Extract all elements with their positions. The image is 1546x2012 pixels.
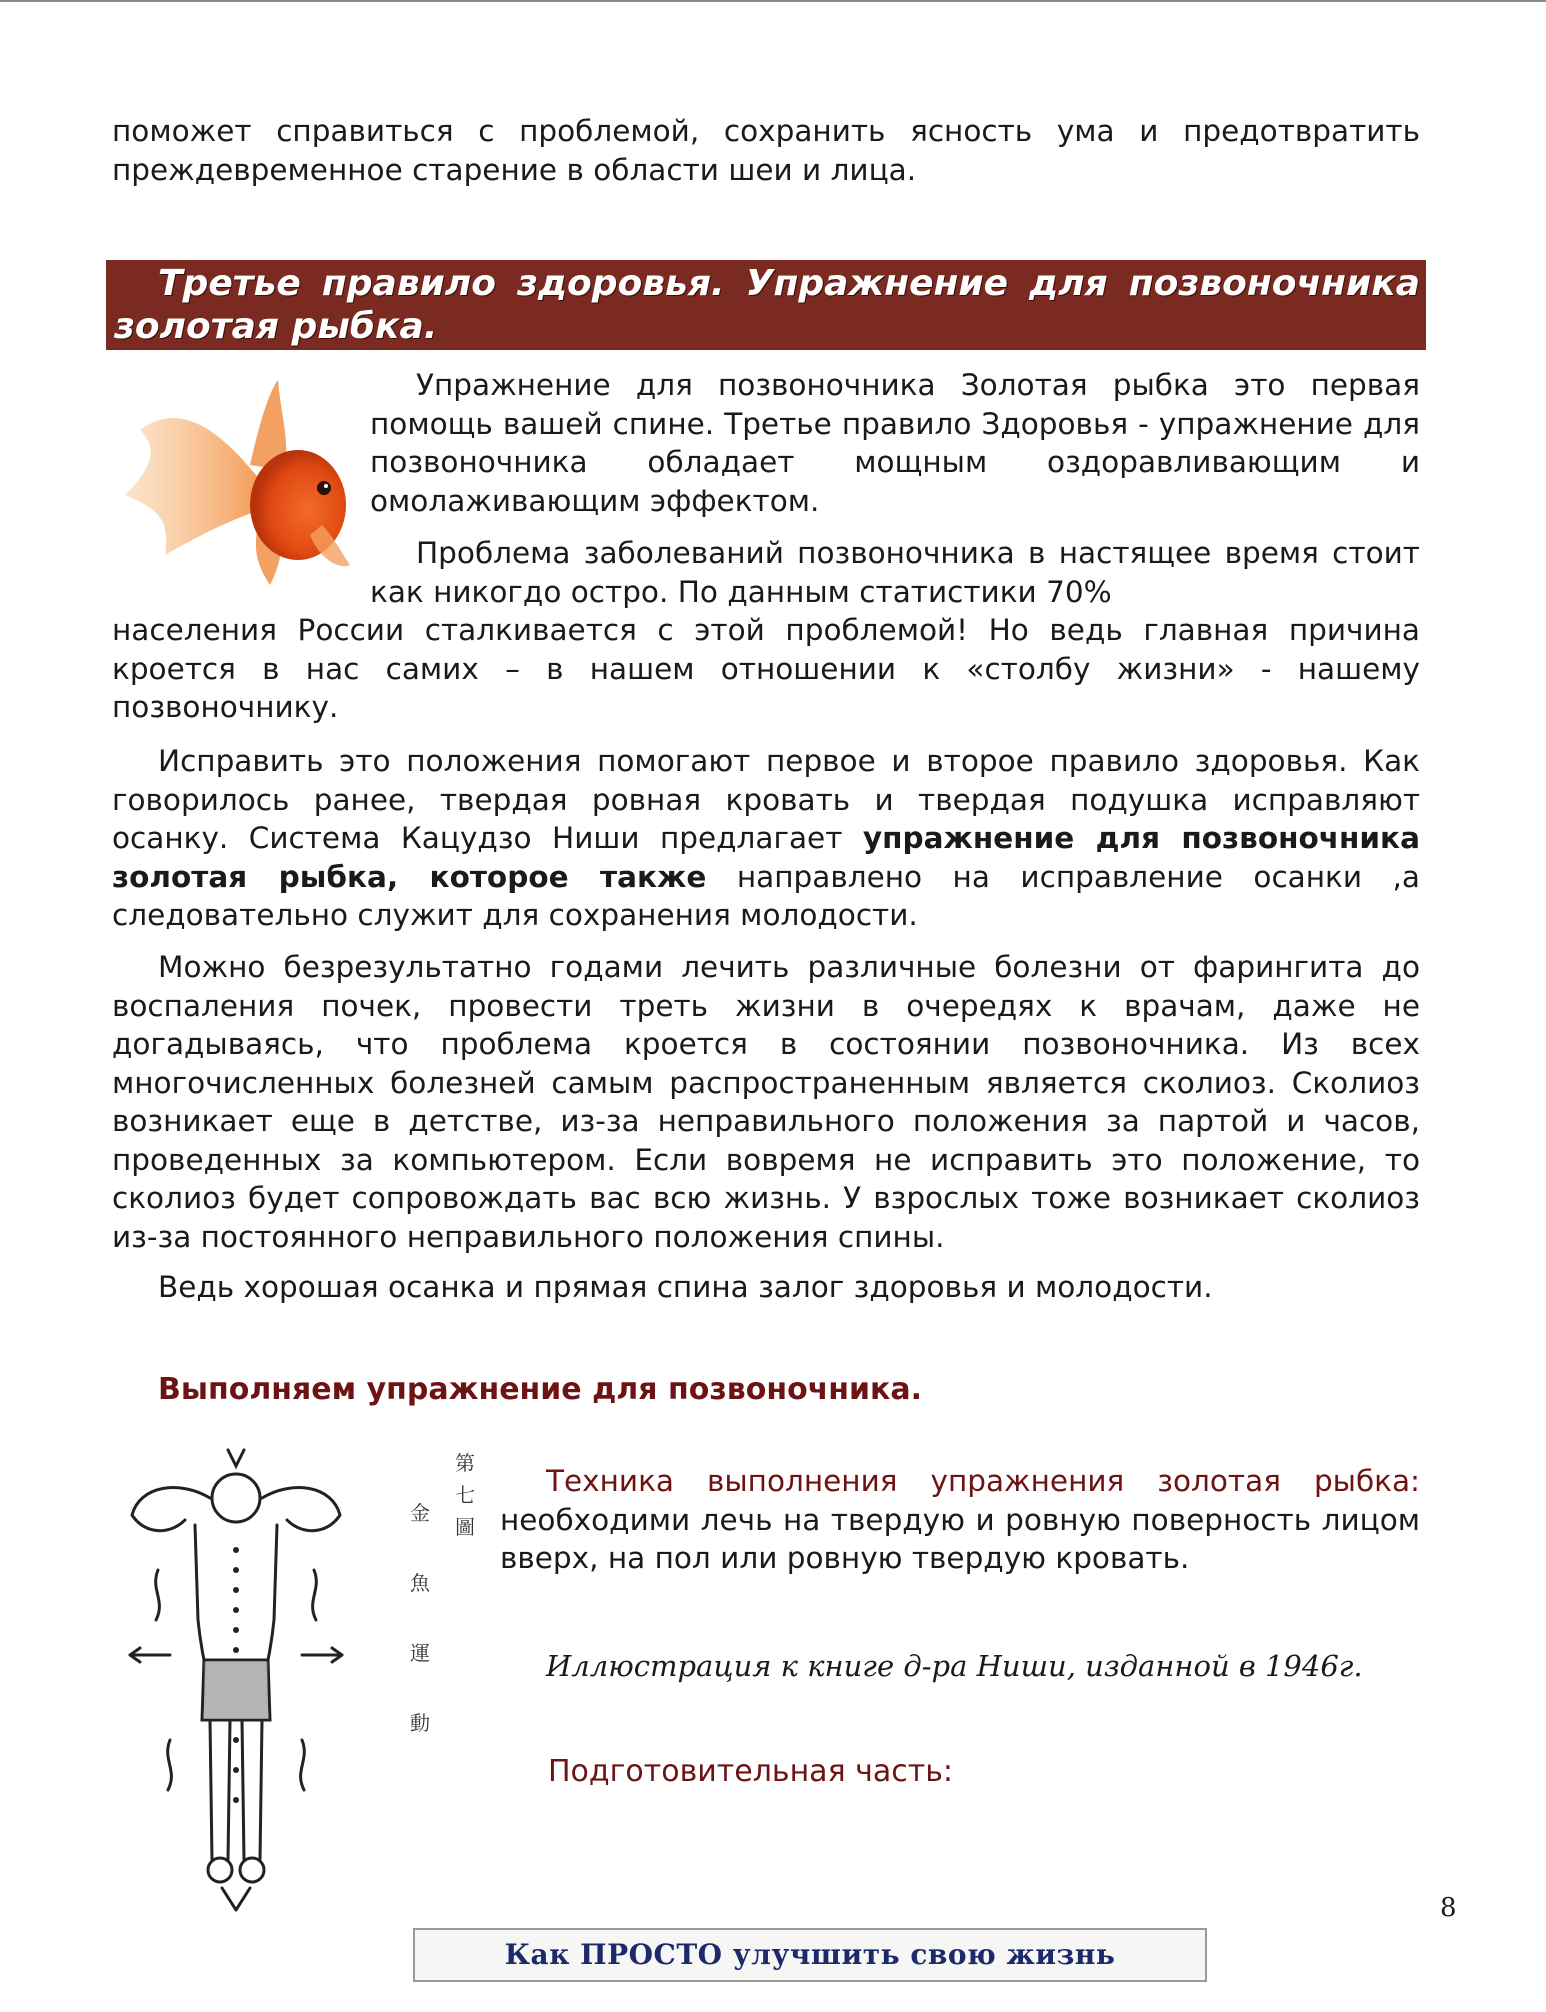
goldfish-image [110, 370, 355, 600]
exercise-illustration [110, 1440, 500, 1920]
paragraph-3-text-end: направлено на исправление осанки ,а следовательно служит для сохранения молодости. [112, 859, 1420, 932]
technique-paragraph [500, 1462, 1420, 1578]
technique-lead: Техника выполнения упражнения золотая рыбка: [546, 1464, 1420, 1498]
paragraph-5: Ведь хорошая осанка и прямая спина залог здоровья и молодости. [158, 1270, 1213, 1304]
svg-text:運: 運 [410, 1641, 430, 1665]
svg-text:魚: 魚 [410, 1571, 430, 1595]
footer-title: Как ПРОСТО улучшить свою жизнь [504, 1938, 1116, 1971]
paragraph-1: Упражнение для позвоночника Золотая рыбка это первая помощь вашей спине. Третье правило Здоровья - упражнение для позвоночника обладает мощным оздоравливающим и омолаживающим эффектом. [370, 368, 1420, 518]
figure-caption: Иллюстрация к книге д-ра Ниши, изданной в 1946г. [546, 1649, 1363, 1683]
svg-text:金: 金 [410, 1501, 430, 1525]
page-top-rule [0, 0, 1546, 2]
svg-text:七: 七 [455, 1483, 475, 1507]
technique-text: необходими лечь на твердую и ровную поверность лицом вверх, на пол или ровную твердую кровать. [500, 1502, 1420, 1575]
paragraph-3 [112, 742, 1420, 935]
paragraph-3-emphasis: упражнение для позвоночника золотая рыбка, которое также [112, 821, 1420, 894]
intro-paragraph: поможет справиться с проблемой, сохранить ясность ума и предотвратить преждевременное старение в области шеи и лица. [112, 114, 1420, 187]
page-number: 8 [1440, 1893, 1457, 1923]
preparatory-heading: Подготовительная часть: [548, 1754, 954, 1789]
svg-text:動: 動 [410, 1711, 430, 1735]
paragraph-2b: населения России сталкивается с этой проблемой! Но ведь главная причина кроется в нас самих – в нашем отношении к «столбу жизни» - нашему позвоночнику. [112, 613, 1420, 724]
exercise-subheading: Выполняем упражнение для позвоночника. [158, 1372, 923, 1407]
paragraph-3-text-start: Исправить это положения помогают первое и второе правило здоровья. Как говорилось ранее, твердая ровная кровать и твердая подушка исправляют осанку. Система Кацудзо Ниши предлагает [112, 744, 1420, 855]
paragraph-4: Можно безрезультатно годами лечить различные болезни от фарингита до воспаления почек, провести треть жизни в очередях к врачам, даже не догадываясь, что проблема кроется в состоянии позвоночника. Из всех многочисленных болезней самым распространенным является сколиоз. Сколиоз возникает еще в детстве, из-за неправильного положения за партой и часов, проведенных за компьютером. Если вовремя не исправить это положение, то сколиоз будет сопровождать вас всю жизнь. У взрослых тоже возникает сколиоз из-за постоянного неправильного положения спины. [112, 950, 1420, 1254]
section-title: Третье правило здоровья. Упражнение для позвоночника золотая рыбка. [114, 263, 1420, 347]
svg-text:圖: 圖 [455, 1515, 475, 1539]
svg-text:第: 第 [455, 1451, 475, 1475]
paragraph-2a: Проблема заболеваний позвоночника в настящее время стоит как никогдо остро. По данным статистики 70% [370, 536, 1420, 609]
